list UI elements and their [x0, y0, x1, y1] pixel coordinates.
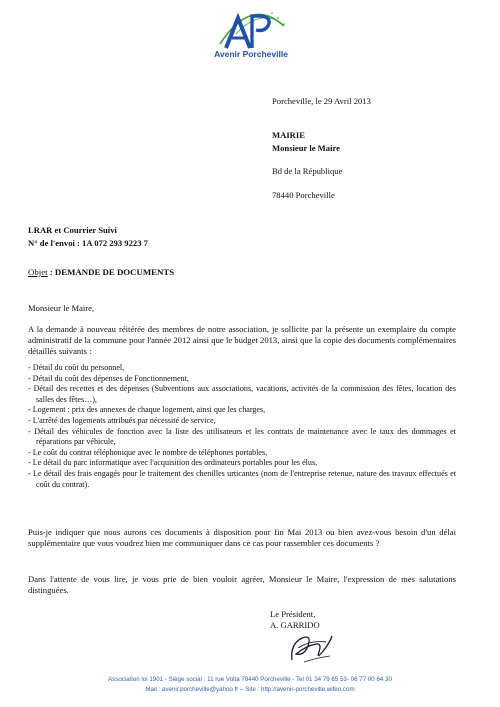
signatory-name: A. GARRIDO: [270, 620, 320, 630]
closing-question: Puis-je indiquer que nous aurons ces documents à disposition pour fin Mai 2013 ou bien avez-vous besoin d'un délai supplémentaire que vous voudrez bien me communiquer dans ce cas pour rassembler ces documents ?: [28, 527, 456, 549]
list-item: - Détail des véhicules de fonction avec la liste des utilisateurs et les contrats de maintenance avec le taux des dommages et réparations par véhicule,: [28, 427, 456, 448]
tracking-number: N° de l'envoi : 1A 072 293 9223 7: [28, 238, 148, 248]
recipient-line-2: Monsieur le Maire: [272, 143, 340, 153]
list-item: - Logement : prix des annexes de chaque logement, ainsi que les charges,: [28, 405, 456, 416]
letter-date: Porcheville, le 29 Avril 2013: [272, 96, 371, 106]
signatory-title: Le Président,: [270, 609, 316, 619]
requested-documents-list: [28, 363, 456, 490]
list-item: - Le détail du parc informatique avec l'acquisition des ordinateurs portables pour les élus,: [28, 458, 456, 469]
organization-name: Avenir Porcheville: [214, 49, 288, 59]
subject-text: : DEMANDE DE DOCUMENTS: [47, 267, 175, 277]
closing-formula: Dans l'attente de vous lire, je vous prie de bien vouloir agréer, Monsieur le Maire, l'expression de mes salutations distinguées.: [28, 574, 456, 596]
recipient-line-3: Bd de la République: [272, 166, 343, 176]
footer-address: Association loi 1901 - Siège social : 11 rue Volta 78440 Porcheville - Tel 01 34 79 65 53- 06 77 00 64 30: [108, 676, 392, 683]
signature-image: [286, 632, 336, 666]
salutation: Monsieur le Maire,: [28, 303, 95, 313]
recipient-line-1: MAIRIE: [272, 130, 305, 140]
footer-contact: Mail : avenir.porcheville@yahoo.fr – Site : http://avenir-porcheville.wifeo.com: [145, 686, 355, 693]
list-item: - Détail des recettes et des dépenses (Subventions aux associations, vacations, activités de la commission des fêtes, location des salles des fêtes…),: [28, 384, 456, 405]
association-logo-icon: [206, 4, 296, 70]
list-item: - Le coût du contrat téléphonique avec le nombre de téléphones portables,: [28, 448, 456, 459]
list-item: - Détail du coût du personnel,: [28, 363, 456, 374]
list-item: - Le détail des frais engagés pour le traitement des chenilles urticantes (nom de l'entreprise retenue, nature des travaux effectués et coût du contrat).: [28, 469, 456, 490]
letter-subject: [28, 267, 174, 277]
subject-label: Objet: [28, 267, 48, 277]
intro-paragraph: A la demande à nouveau réitérée des membres de notre association, je sollicite par la présente un exemplaire du compte administratif de la commune pour l'année 2012 ainsi que le budget 2013, ainsi que la copie des documents complémentaires détaillés suivants :: [28, 324, 456, 357]
list-item: - L'arrêté des logements attribués par nécessité de service,: [28, 416, 456, 427]
mailing-method: LRAR et Courrier Suivi: [28, 225, 117, 235]
list-item: - Détail du coût des dépenses de Fonctionnement,: [28, 374, 456, 385]
recipient-line-4: 78440 Porcheville: [272, 190, 335, 200]
